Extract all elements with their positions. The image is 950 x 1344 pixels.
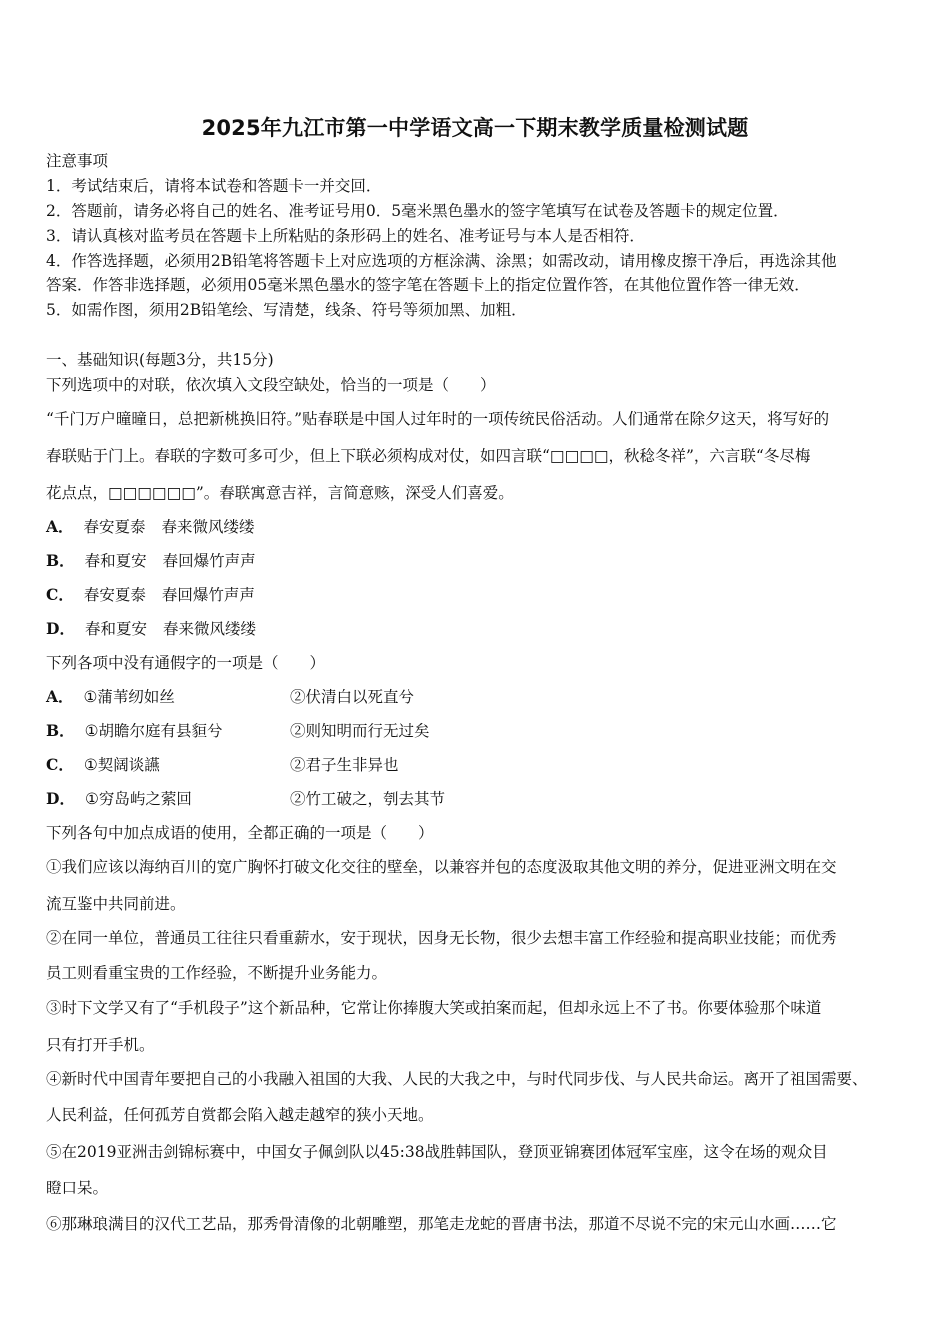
section-heading: 一、基础知识(每题3分，共15分)	[46, 351, 274, 369]
option-text: 春和夏安	[84, 620, 147, 638]
option-text: 春安夏泰	[83, 518, 146, 536]
option-text: 春来微风缕缕	[161, 518, 255, 536]
sentence-line: 只有打开手机。	[46, 1036, 155, 1054]
question-stem: 下列各句中加点成语的使用，全都正确的一项是（ ）	[46, 824, 434, 842]
notice-heading: 注意事项	[46, 152, 109, 170]
notice-item: 4．作答选择题，必须用2B铅笔将答题卡上对应选项的方框涂满、涂黑；如需改动，请用橡皮擦干净后，再选涂其他	[46, 252, 837, 270]
option-text: ①胡瞻尔庭有县貆兮	[84, 722, 223, 740]
option-text: 春和夏安	[84, 552, 147, 570]
option-c[interactable]	[46, 584, 255, 606]
sentence-line: ⑤在2019亚洲击剑锦标赛中，中国女子佩剑队以45:38战胜韩国队，登顶亚锦赛团体冠军宝座，这令在场的观众目	[46, 1143, 828, 1161]
sentence-line: 瞪口呆。	[46, 1179, 109, 1197]
option-text: ②竹工破之，刳去其节	[290, 790, 446, 808]
option-c[interactable]	[46, 754, 906, 776]
passage-line: 春联贴于门上。春联的字数可多可少，但上下联必须构成对仗，如四言联“□□□□，秋稔冬祥”，六言联“冬尽梅	[46, 447, 811, 465]
option-a[interactable]	[46, 686, 906, 708]
option-label: D．	[46, 789, 75, 808]
sentence-line: 人民利益，任何孤芳自赏都会陷入越走越窄的狭小天地。	[46, 1106, 434, 1124]
sentence-line: ①我们应该以海纳百川的宽广胸怀打破文化交往的壁垒，以兼容并包的态度汲取其他文明的养分，促进亚洲文明在交	[46, 858, 837, 876]
sentence-line: ④新时代中国青年要把自己的小我融入祖国的大我、人民的大我之中，与时代同步伐、与人民共命运。离开了祖国需要、	[46, 1070, 868, 1088]
sentence-line: ③时下文学又有了“手机段子”这个新品种，它常让你捧腹大笑或拍案而起，但却永远上不了书。你要体验那个味道	[46, 999, 822, 1017]
notice-item: 5．如需作图，须用2B铅笔绘、写清楚，线条、符号等须加黑、加粗．	[46, 301, 527, 319]
option-text: 春回爆竹声声	[161, 586, 255, 604]
notice-item: 1．考试结束后，请将本试卷和答题卡一并交回．	[46, 177, 382, 195]
option-label: B．	[46, 551, 75, 570]
question-stem: 下列选项中的对联，依次填入文段空缺处，恰当的一项是（ ）	[46, 376, 496, 394]
passage-line: 花点点，□□□□□□”。春联寓意吉祥，言简意赅，深受人们喜爱。	[46, 484, 514, 502]
option-text: 春来微风缕缕	[162, 620, 256, 638]
option-d[interactable]	[46, 618, 256, 640]
option-text: ②君子生非异也	[290, 756, 399, 774]
passage-line: “千门万户曈曈日，总把新桃换旧符。”贴春联是中国人过年时的一项传统民俗活动。人们通常在除夕这天，将写好的	[46, 410, 830, 428]
option-text: 春安夏泰	[83, 586, 146, 604]
sentence-line: ⑥那琳琅满目的汉代工艺品，那秀骨清像的北朝雕塑，那笔走龙蛇的晋唐书法，那道不尽说不完的宋元山水画……它	[46, 1215, 837, 1233]
option-label: B．	[46, 721, 75, 740]
notice-item: 2．答题前，请务必将自己的姓名、准考证号用0．5毫米黑色墨水的签字笔填写在试卷及答题卡的规定位置．	[46, 202, 789, 220]
option-b[interactable]	[46, 550, 256, 572]
option-a[interactable]	[46, 516, 255, 538]
notice-item: 3．请认真核对监考员在答题卡上所粘贴的条形码上的姓名、准考证号与本人是否相符．	[46, 227, 645, 245]
option-label: A．	[46, 687, 74, 706]
notice-item: 答案．作答非选择题，必须用05毫米黑色墨水的签字笔在答题卡上的指定位置作答，在其他位置作答一律无效．	[46, 276, 810, 294]
sentence-line: ②在同一单位，普通员工往往只看重薪水，安于现状，因身无长物，很少去想丰富工作经验和提高职业技能；而优秀	[46, 929, 837, 947]
option-text: 春回爆竹声声	[162, 552, 256, 570]
option-label: C．	[46, 755, 74, 774]
option-label: D．	[46, 619, 75, 638]
option-text: ①蒲苇纫如丝	[83, 688, 175, 706]
option-b[interactable]	[46, 720, 906, 742]
question-stem: 下列各项中没有通假字的一项是（ ）	[46, 654, 326, 672]
sentence-line: 流互鉴中共同前进。	[46, 895, 186, 913]
option-text: ②则知明而行无过矣	[290, 722, 430, 740]
page-title: 2025年九江市第一中学语文高一下期末教学质量检测试题	[201, 116, 749, 140]
option-label: A．	[46, 517, 74, 536]
option-label: C．	[46, 585, 74, 604]
option-d[interactable]	[46, 788, 906, 810]
sentence-line: 员工则看重宝贵的工作经验，不断提升业务能力。	[46, 964, 388, 982]
option-text: ②伏清白以死直兮	[290, 688, 415, 706]
option-text: ①穷岛屿之萦回	[84, 790, 192, 808]
option-text: ①契阔谈讌	[83, 756, 160, 774]
